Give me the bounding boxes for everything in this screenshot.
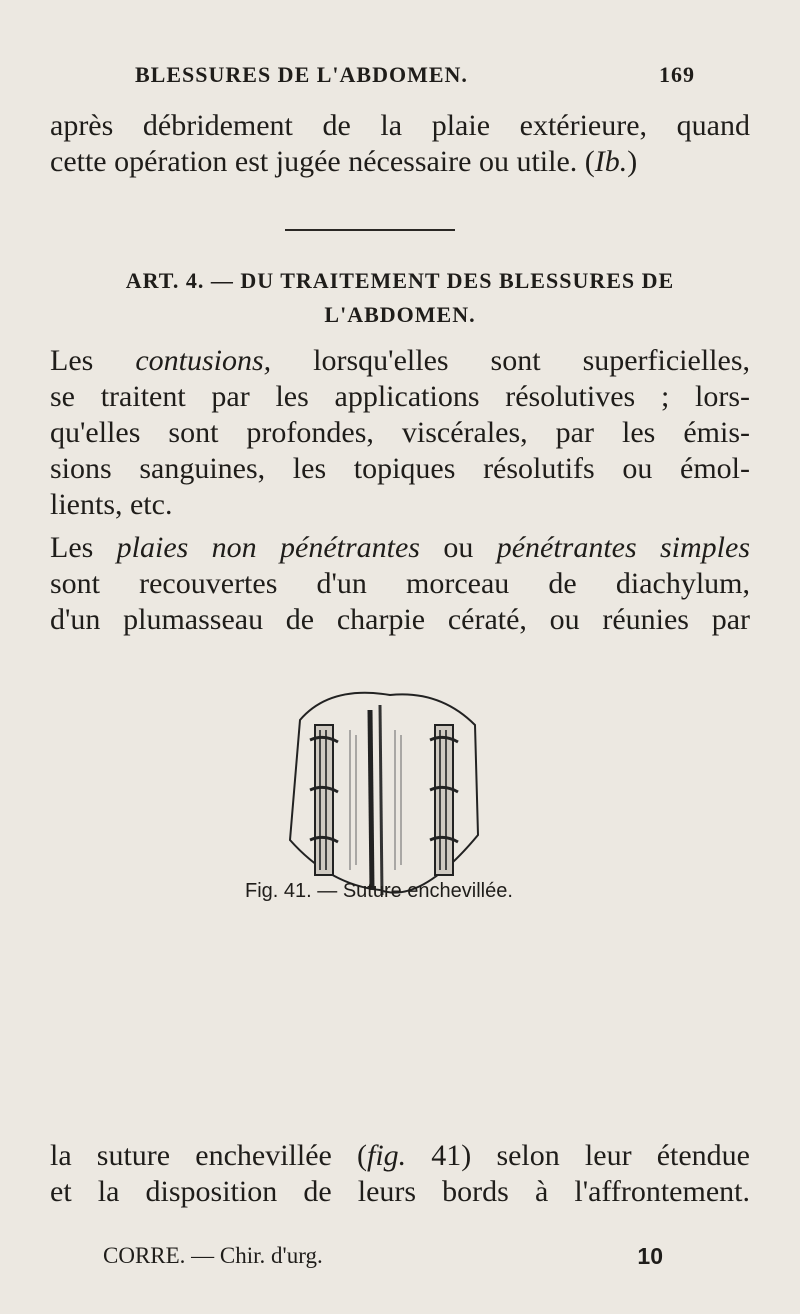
- text-line: se traitent par les applications résolutives ; lors-: [50, 380, 750, 413]
- page-number: 169: [659, 62, 695, 87]
- text-line: après débridement de la plaie extérieure, quand: [50, 109, 750, 142]
- signature-mark: 10: [637, 1243, 663, 1269]
- section-heading-cont: L'ABDOMEN.: [324, 302, 476, 327]
- text-line: lients, etc.: [50, 488, 173, 521]
- text-line: Les plaies non pénétrantes ou pénétrantes simples: [50, 531, 750, 564]
- text-line: d'un plumasseau de charpie cératé, ou réunies par: [50, 603, 750, 636]
- paragraph-4: [50, 1138, 750, 1210]
- text-line: la suture enchevillée (fig. 41) selon leur étendue: [50, 1139, 750, 1172]
- paragraph-1: [50, 108, 750, 180]
- paragraph-3: [50, 530, 750, 638]
- section-heading: ART. 4. — DU TRAITEMENT DES BLESSURES DE: [125, 268, 675, 293]
- text-line: sont recouvertes d'un morceau de diachylum,: [50, 567, 750, 600]
- text-line: Les contusions, lorsqu'elles sont superficielles,: [50, 344, 750, 377]
- text-line: et la disposition de leurs bords à l'affrontement.: [50, 1175, 750, 1208]
- text-line: cette opération est jugée nécessaire ou utile. (Ib.): [50, 145, 638, 178]
- running-head: [135, 62, 695, 88]
- page-footer: [103, 1243, 663, 1269]
- figure-caption: Fig. 41. — Suture enchevillée.: [245, 880, 513, 902]
- section-divider: [285, 229, 455, 231]
- paragraph-2: [50, 343, 750, 523]
- text-line: qu'elles sont profondes, viscérales, par les émis-: [50, 416, 750, 449]
- running-head-title: BLESSURES DE L'ABDOMEN.: [135, 62, 468, 87]
- footer-author: CORRE. — Chir. d'urg.: [103, 1243, 323, 1268]
- text-line: sions sanguines, les topiques résolutifs ou émol-: [50, 452, 750, 485]
